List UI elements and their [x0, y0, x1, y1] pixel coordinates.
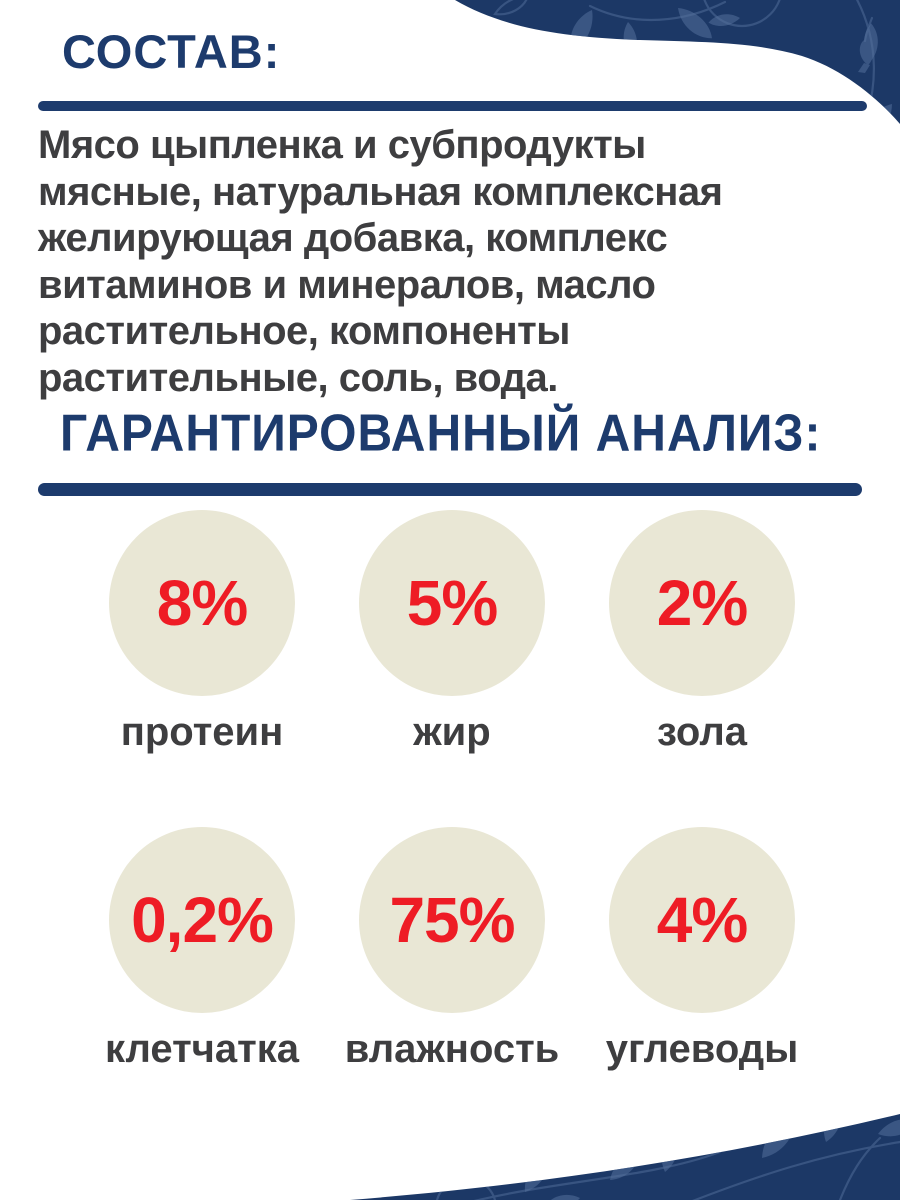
- stat-label: углеводы: [605, 1027, 799, 1071]
- stat-circle: [109, 510, 295, 696]
- composition-line: растительные, соль, вода.: [38, 355, 558, 400]
- stat-circle: [609, 510, 795, 696]
- stat-circle: [359, 510, 545, 696]
- stat-value: 8%: [156, 567, 248, 639]
- composition-line: растительное, компоненты: [38, 309, 570, 353]
- composition-line: витаминов и минералов, масло: [38, 262, 656, 307]
- stat-label: влажность: [344, 1027, 560, 1071]
- composition-text: [38, 122, 722, 401]
- stat-protein: [77, 510, 327, 755]
- stat-circle: [609, 827, 795, 1013]
- stat-value: 4%: [656, 884, 748, 956]
- stat-circle: [109, 827, 295, 1013]
- stat-value: 5%: [406, 567, 498, 639]
- stat-circle: [359, 827, 545, 1013]
- stat-carbs: [577, 827, 827, 1072]
- composition-line: мясные, натуральная комплексная: [38, 169, 723, 214]
- stat-value: 0,2%: [131, 884, 273, 956]
- composition-title: СОСТАВ:: [62, 25, 281, 78]
- analysis-stats-grid: [77, 510, 827, 1072]
- stat-fiber: [77, 827, 327, 1072]
- floral-ornament-top: [440, 0, 900, 135]
- stat-label: зола: [657, 710, 747, 754]
- analysis-divider: [38, 483, 862, 496]
- stat-moisture: [327, 827, 577, 1072]
- composition-line: желирующая добавка, комплекс: [38, 216, 668, 260]
- composition-line: Мясо цыпленка и субпродукты: [38, 123, 646, 167]
- stat-value: 2%: [656, 567, 748, 639]
- stat-ash: [577, 510, 827, 755]
- analysis-title: ГАРАНТИРОВАННЫЙ АНАЛИЗ:: [60, 405, 822, 463]
- composition-divider: [38, 101, 867, 111]
- stat-fat: [327, 510, 577, 755]
- stat-label: клетчатка: [104, 1027, 300, 1071]
- floral-ornament-bottom: [0, 1080, 900, 1200]
- stat-value: 75%: [389, 884, 515, 956]
- stat-label: протеин: [120, 710, 284, 754]
- stat-label: жир: [413, 710, 491, 754]
